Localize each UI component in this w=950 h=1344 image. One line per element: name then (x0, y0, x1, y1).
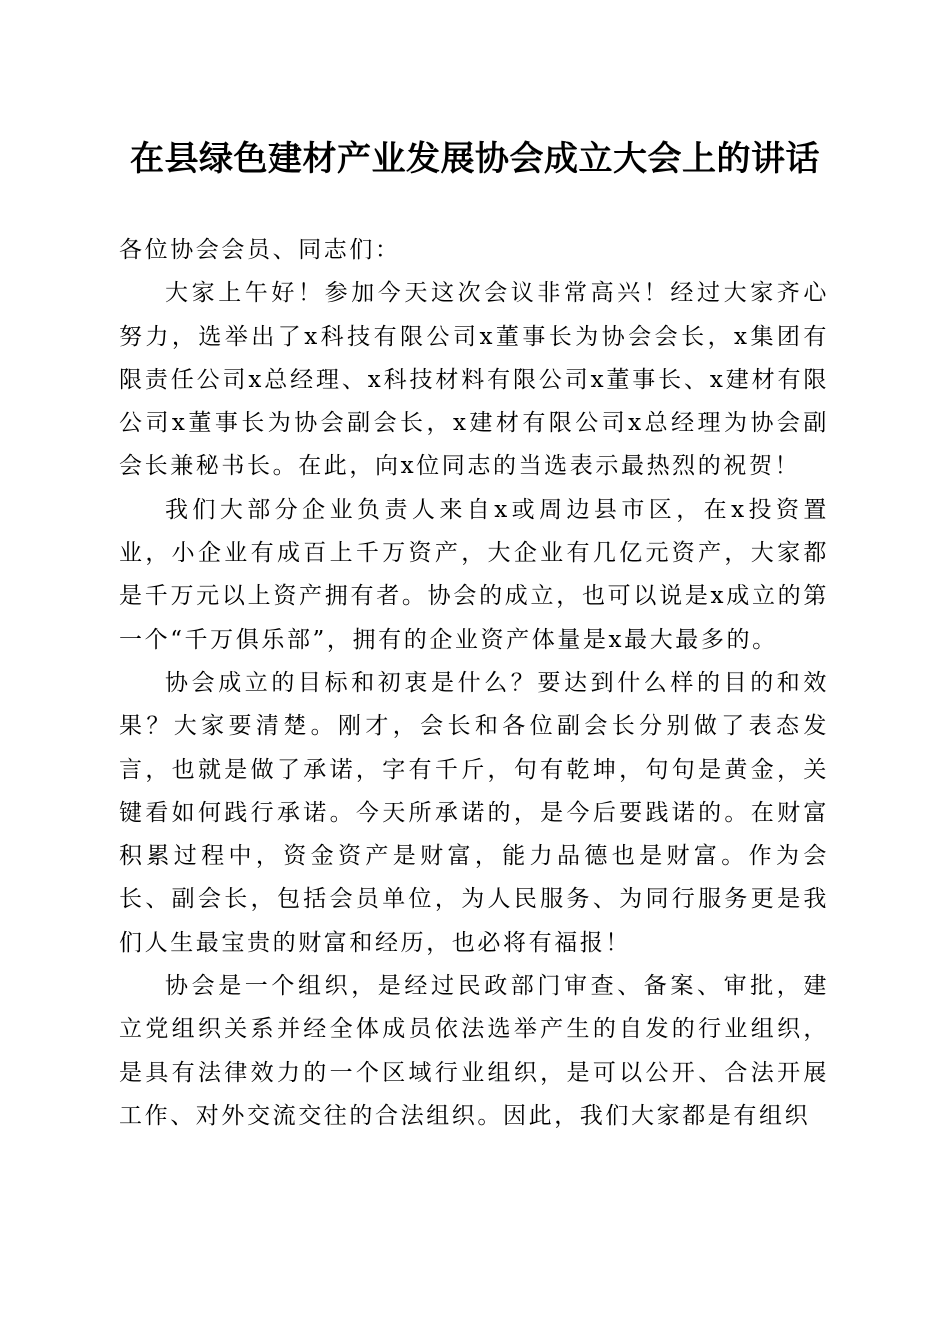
document-title: 在县绿色建材产业发展协会成立大会上的讲话 (130, 139, 820, 179)
salutation: 各位协会会员、同志们： (119, 237, 401, 263)
paragraph: 我们大部分企业负责人来自x或周边县市区，在x投资置业，小企业有成百上千万资产，大企业有几亿元资产，大家都是千万元以上资产拥有者。协会的成立，也可以说是x成立的第一个“千万俱乐部”，拥有的企业资产体量是x最大最多的。 (119, 496, 829, 653)
document-body (119, 229, 829, 1138)
paragraph: 协会成立的目标和初衷是什么？要达到什么样的目的和效果？大家要清楚。刚才，会长和各位副会长分别做了表态发言，也就是做了承诺，字有千斤，句有乾坤，句句是黄金，关键看如何践行承诺。今天所承诺的，是今后要践诺的。在财富积累过程中，资金资产是财富，能力品德也是财富。作为会长、副会长，包括会员单位，为人民服务、为同行服务更是我们人生最宝贵的财富和经历，也必将有福报！ (119, 669, 829, 956)
paragraph: 大家上午好！参加今天这次会议非常高兴！经过大家齐心努力，选举出了x科技有限公司x董事长为协会会长，x集团有限责任公司x总经理、x科技材料有限公司x董事长、x建材有限公司x董事长为协会副会长，x建材有限公司x总经理为协会副会长兼秘书长。在此，向x位同志的当选表示最热烈的祝贺！ (119, 280, 829, 480)
paragraph: 协会是一个组织，是经过民政部门审查、备案、审批，建立党组织关系并经全体成员依法选举产生的自发的行业组织，是具有法律效力的一个区域行业组织，是可以公开、合法开展工作、对外交流交往的合法组织。因此，我们大家都是有组织 (119, 973, 829, 1129)
